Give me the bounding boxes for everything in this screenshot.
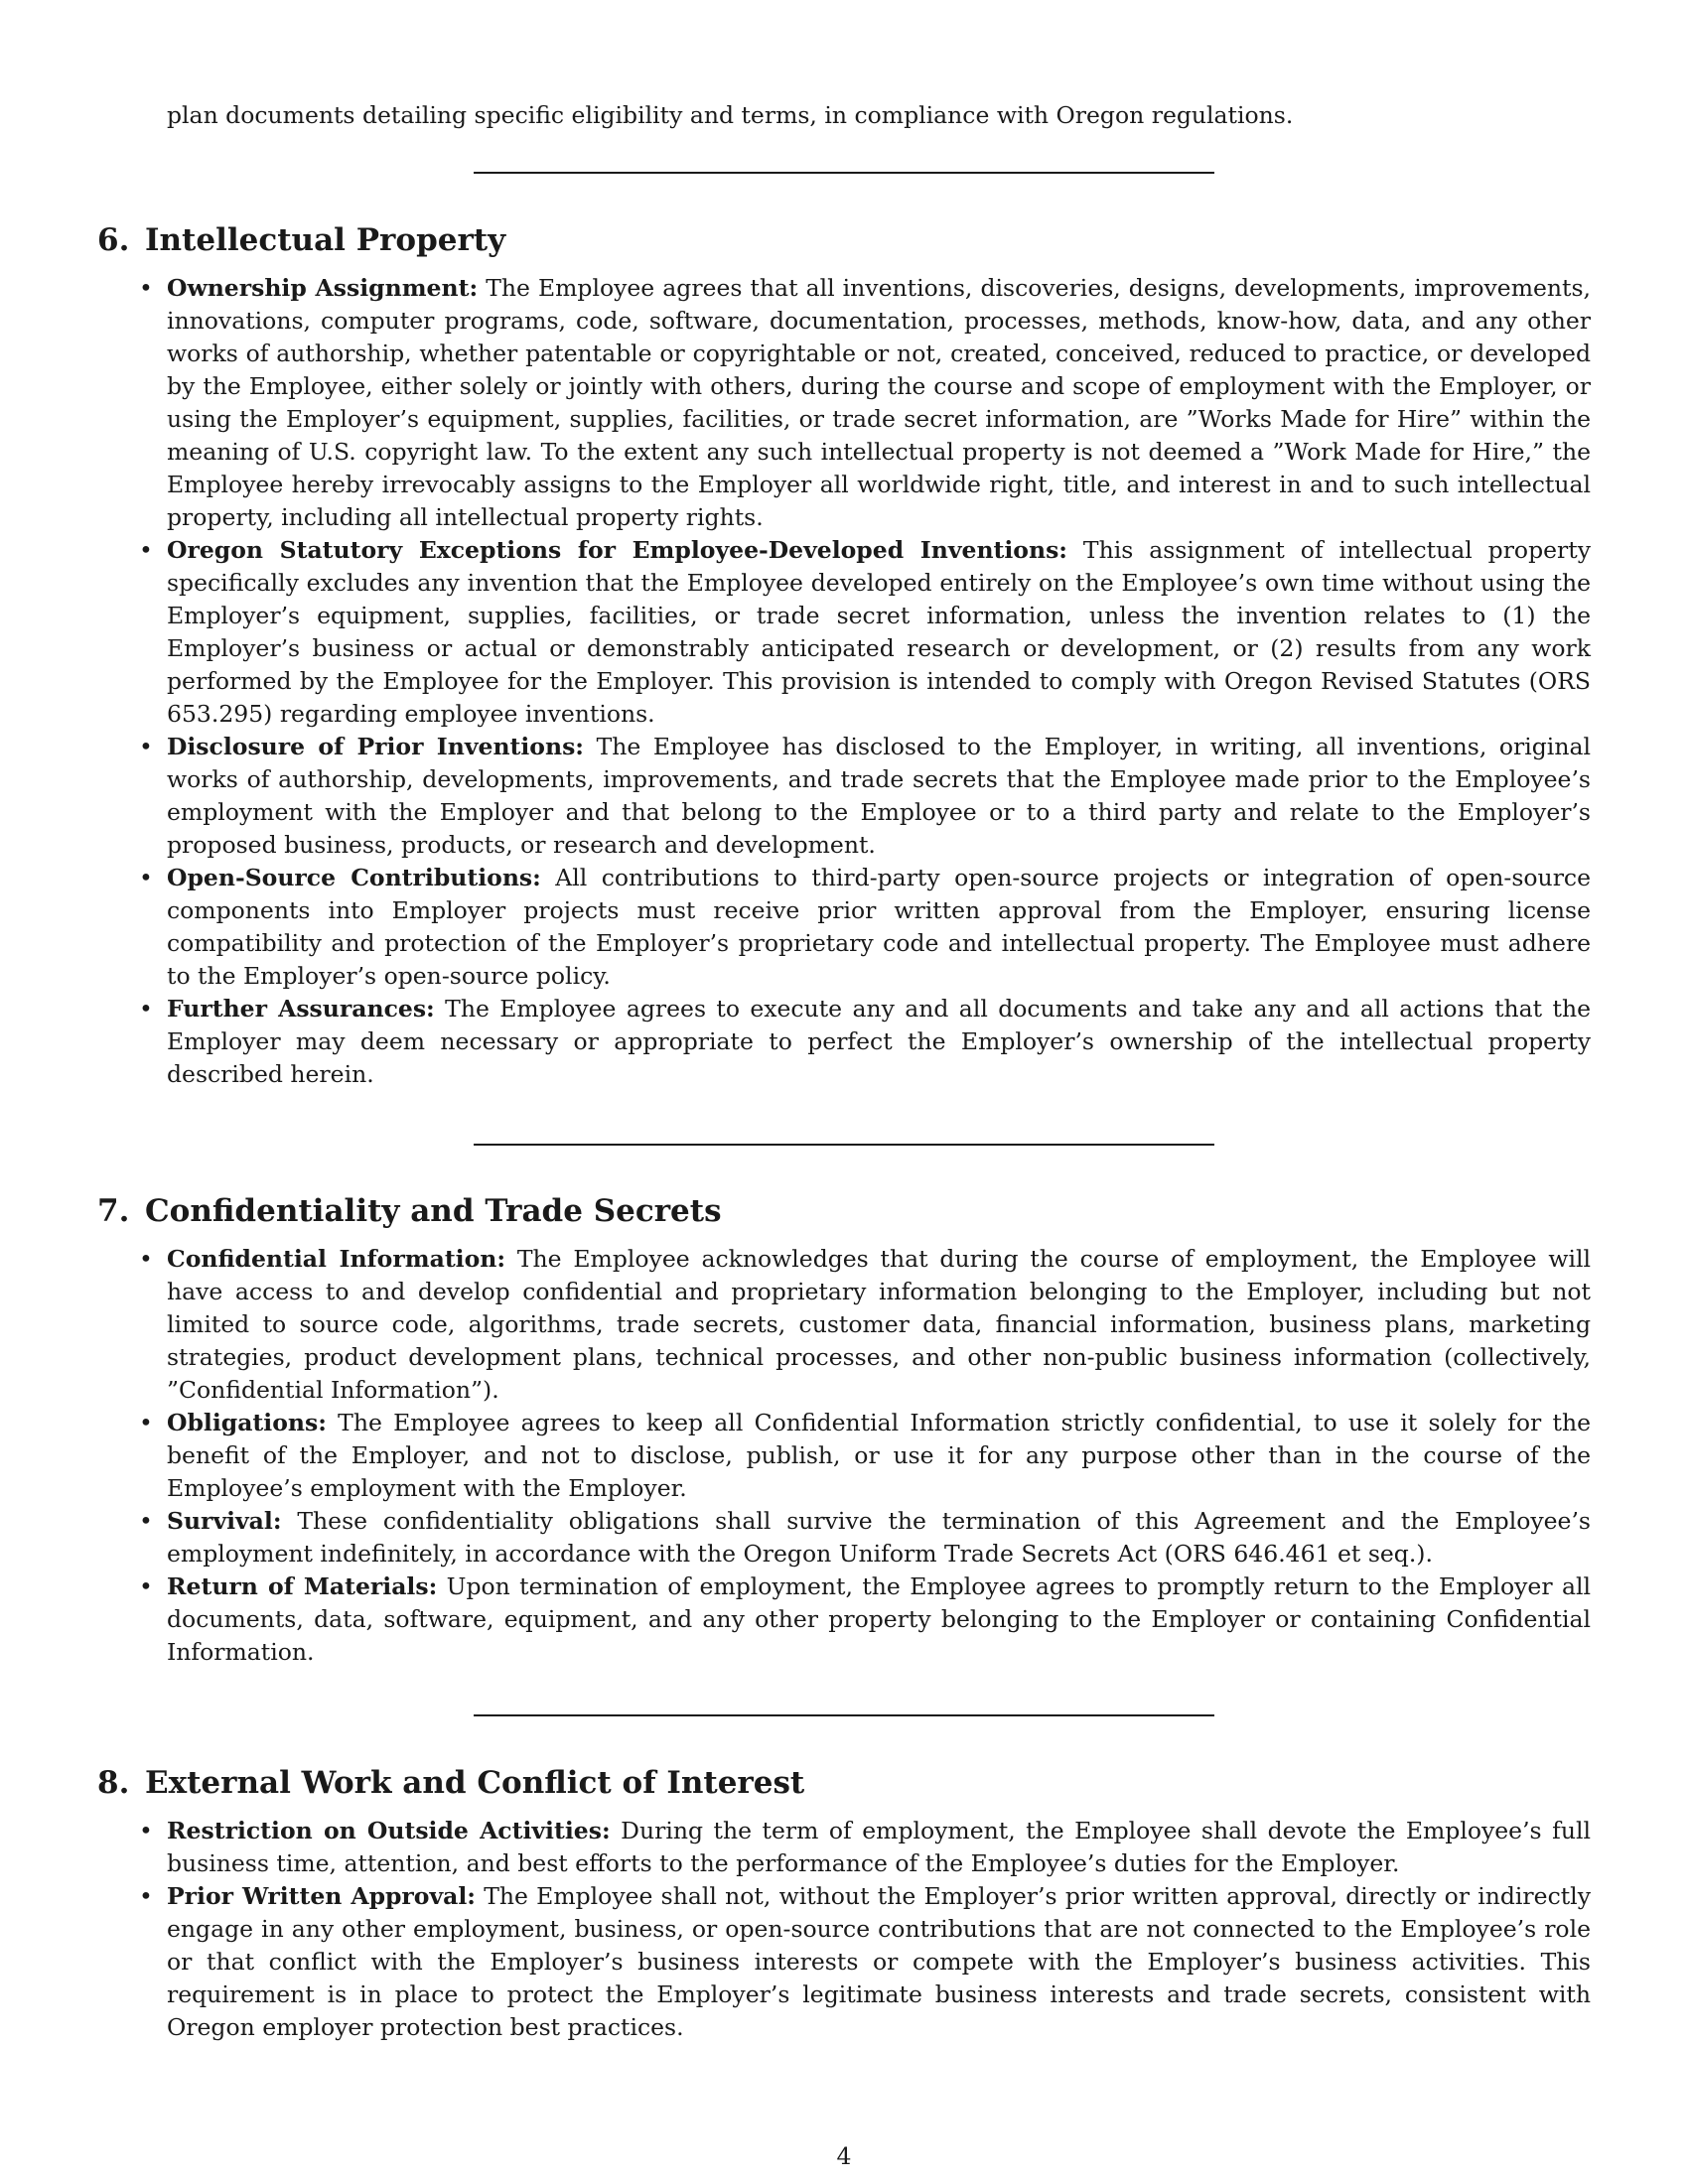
section-divider [474, 1714, 1214, 1716]
clause-text: During the term of employment, the Employee shall devote the Employee’s full business time, attention, and best efforts to the performance of the Employee’s duties for the Employer. [167, 1817, 1591, 1877]
clause-text: These confidentiality obligations shall survive the termination of this Agreement and the Employee’s employment indefinitely, in accordance with the Oregon Uniform Trade Secrets Act (ORS 646.461 et seq.). [167, 1507, 1591, 1568]
clause-item [97, 1407, 1591, 1505]
bullet-icon: • [139, 1245, 153, 1273]
clause-item [97, 272, 1591, 534]
intro-paragraph: plan documents detailing specific eligibility and terms, in compliance with Oregon regulations. [167, 101, 1294, 129]
section-divider [474, 1144, 1214, 1146]
clause-term: Ownership Assignment: [167, 274, 479, 302]
bullet-icon: • [139, 1507, 153, 1535]
section-heading [97, 1191, 1591, 1231]
section-number: 7. [97, 1193, 130, 1229]
clause-text: The Employee acknowledges that during the course of employment, the Employee will have access to and develop confidential and proprietary information belonging to the Employer, including but not limited to source code, algorithms, trade secrets, customer data, financial information, business plans, marketing strategies, product development plans, technical processes, and other non-public business information (collectively, ”Confidential Information”). [167, 1245, 1591, 1404]
clause-item [97, 1243, 1591, 1407]
clause-text: The Employee has disclosed to the Employer, in writing, all inventions, original works of authorship, developments, improvements, and trade secrets that the Employee made prior to the Employee’s employment with the Employer and that belong to the Employee or to a third party and relate to the Employer’s proposed business, products, or research and development. [167, 733, 1591, 859]
clause-list [97, 1815, 1591, 2044]
section-heading [97, 1763, 1591, 1803]
clause-term: Return of Materials: [167, 1572, 438, 1600]
section-title: Intellectual Property [145, 222, 506, 258]
clause-term: Oregon Statutory Exceptions for Employee-Developed Inventions: [167, 536, 1067, 564]
bullet-icon: • [139, 1572, 153, 1600]
clause-item [97, 731, 1591, 862]
clause-text: The Employee agrees that all inventions, discoveries, designs, developments, improvements, innovations, computer programs, code, software, documentation, processes, methods, know-how, data, and any other works of authorship, whether patentable or copyrightable or not, created, conceived, reduced to practice, or developed by the Employee, either solely or jointly with others, during the course and scope of employment with the Employer, or using the Employer’s equipment, supplies, facilities, or trade secret information, are ”Works Made for Hire” within the meaning of U.S. copyright law. To the extent any such intellectual property is not deemed a ”Work Made for Hire,” the Employee hereby irrevocably assigns to the Employer all worldwide right, title, and interest in and to such intellectual property, including all intellectual property rights. [167, 274, 1591, 531]
section-confidentiality [97, 1191, 1591, 1669]
clause-term: Prior Written Approval: [167, 1882, 476, 1910]
clause-term: Survival: [167, 1507, 282, 1535]
clause-term: Restriction on Outside Activities: [167, 1817, 611, 1844]
clause-term: Further Assurances: [167, 995, 435, 1023]
bullet-icon: • [139, 536, 153, 564]
section-number: 6. [97, 222, 130, 258]
page-number: 4 [836, 2142, 852, 2170]
section-external-work [97, 1763, 1591, 2044]
clause-list [97, 272, 1591, 1091]
section-heading [97, 220, 1591, 260]
clause-item [97, 862, 1591, 993]
bullet-icon: • [139, 1409, 153, 1436]
clause-term: Obligations: [167, 1409, 327, 1436]
clause-item [97, 1505, 1591, 1570]
section-intellectual-property [97, 220, 1591, 1091]
clause-item [97, 1570, 1591, 1669]
bullet-icon: • [139, 1817, 153, 1844]
section-number: 8. [97, 1765, 130, 1801]
clause-item [97, 1815, 1591, 1880]
clause-list [97, 1243, 1591, 1669]
bullet-icon: • [139, 864, 153, 891]
clause-term: Open-Source Contributions: [167, 864, 541, 891]
clause-item [97, 534, 1591, 731]
clause-term: Disclosure of Prior Inventions: [167, 733, 584, 760]
clause-term: Confidential Information: [167, 1245, 506, 1273]
clause-text: The Employee shall not, without the Employer’s prior written approval, directly or indirectly engage in any other employment, business, or open-source contributions that are not connected to the Employee’s role or that conflict with the Employer’s business interests or compete with the Employer’s business activities. This requirement is in place to protect the Employer’s legitimate business interests and trade secrets, consistent with Oregon employer protection best practices. [167, 1882, 1591, 2041]
bullet-icon: • [139, 1882, 153, 1910]
clause-text: The Employee agrees to keep all Confidential Information strictly confidential, to use it solely for the benefit of the Employer, and not to disclose, publish, or use it for any purpose other than in the course of the Employee’s employment with the Employer. [167, 1409, 1591, 1502]
clause-item [97, 993, 1591, 1091]
clause-text: Upon termination of employment, the Employee agrees to promptly return to the Employer all documents, data, software, equipment, and any other property belonging to the Employer or containing Confidential Information. [167, 1572, 1591, 1666]
clause-text: This assignment of intellectual property specifically excludes any invention that the Employee developed entirely on the Employee’s own time without using the Employer’s equipment, supplies, facilities, or trade secret information, unless the invention relates to (1) the Employer’s business or actual or demonstrably anticipated research or development, or (2) results from any work performed by the Employee for the Employer. This provision is intended to comply with Oregon Revised Statutes (ORS 653.295) regarding employee inventions. [167, 536, 1591, 728]
section-title: External Work and Conflict of Interest [145, 1765, 805, 1801]
section-title: Confidentiality and Trade Secrets [145, 1193, 722, 1229]
section-divider [474, 172, 1214, 174]
clause-text: All contributions to third-party open-source projects or integration of open-source components into Employer projects must receive prior written approval from the Employer, ensuring license compatibility and protection of the Employer’s proprietary code and intellectual property. The Employee must adhere to the Employer’s open-source policy. [167, 864, 1591, 990]
clause-text: The Employee agrees to execute any and all documents and take any and all actions that the Employer may deem necessary or appropriate to perfect the Employer’s ownership of the intellectual property described herein. [167, 995, 1591, 1088]
clause-item [97, 1880, 1591, 2044]
bullet-icon: • [139, 274, 153, 302]
bullet-icon: • [139, 995, 153, 1023]
bullet-icon: • [139, 733, 153, 760]
